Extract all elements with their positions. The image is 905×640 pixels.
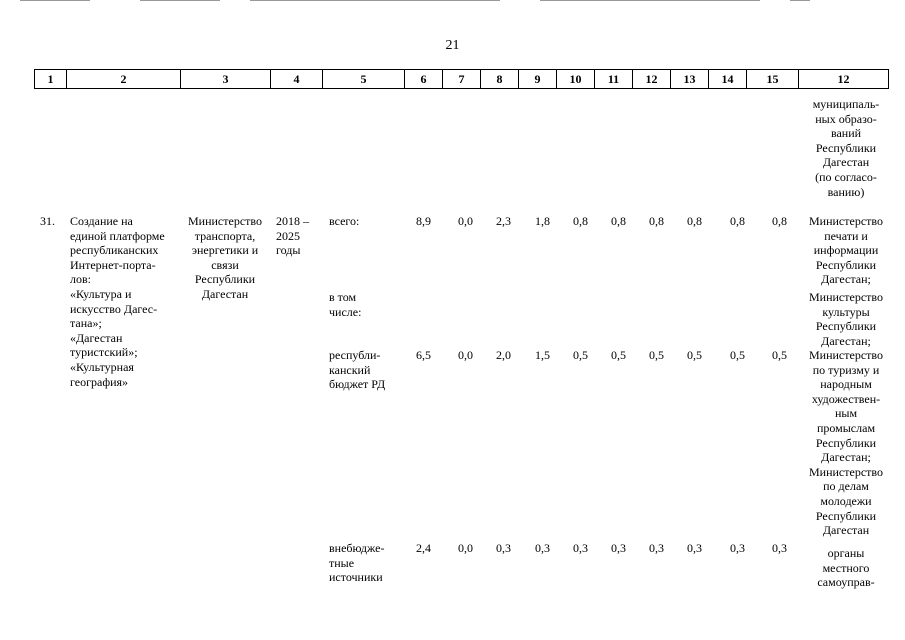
- header-cell: 11: [595, 70, 633, 88]
- value-cell: 0,5: [772, 348, 787, 362]
- value-cell: 0,3: [535, 541, 550, 555]
- value-cell: 0,5: [687, 348, 702, 362]
- value-cell: 0,5: [649, 348, 664, 362]
- scan-edge-line: [140, 0, 220, 1]
- value-cell: 0,8: [687, 214, 702, 228]
- scan-edge-line: [20, 0, 90, 1]
- header-cell: 7: [443, 70, 481, 88]
- value-cell: 2,0: [496, 348, 511, 362]
- header-cell: 5: [323, 70, 405, 88]
- value-cell: 0,0: [458, 541, 473, 555]
- continued-partners-cell: муниципаль- ных образо- ваний Республики Дагестан (по согласо- ванию): [812, 97, 880, 199]
- header-cell: 9: [519, 70, 557, 88]
- value-cell: 8,9: [416, 214, 431, 228]
- value-cell: 1,5: [535, 348, 550, 362]
- value-cell: 0,5: [730, 348, 745, 362]
- value-cell: 0,0: [458, 348, 473, 362]
- value-cell: 0,0: [458, 214, 473, 228]
- table-header-row: [34, 69, 889, 89]
- value-cell: 1,8: [535, 214, 550, 228]
- period: 2018 – 2025 годы: [276, 214, 309, 258]
- value-cell: 0,3: [573, 541, 588, 555]
- header-cell: 4: [271, 70, 323, 88]
- value-cell: 0,3: [730, 541, 745, 555]
- scan-edge-line: [250, 0, 500, 1]
- header-cell: 2: [67, 70, 181, 88]
- header-cell: 14: [709, 70, 747, 88]
- value-cell: 2,3: [496, 214, 511, 228]
- partners-cell: Министерство по туризму и народным художествен- ным промыслам Республики Дагестан; Министерство по делам молодежи Республики Дагестан: [809, 348, 883, 538]
- value-cell: 0,8: [611, 214, 626, 228]
- partners-cell: Министерство культуры Республики Дагестан;: [809, 290, 883, 348]
- funding-total-label: всего:: [329, 214, 360, 228]
- header-cell: 8: [481, 70, 519, 88]
- value-cell: 0,8: [772, 214, 787, 228]
- measure-name: Создание на единой платформе республиканских Интернет-порта- лов: «Культура и искусство Дагес- тана»; «Дагестан туристский»; «Культурная география»: [70, 214, 165, 389]
- scan-edge-line: [790, 0, 810, 1]
- header-cell: 15: [747, 70, 799, 88]
- scan-edge-line: [540, 0, 760, 1]
- header-cell: 1: [35, 70, 67, 88]
- header-cell: 10: [557, 70, 595, 88]
- value-cell: 0,5: [573, 348, 588, 362]
- value-cell: 0,8: [730, 214, 745, 228]
- value-cell: 0,3: [687, 541, 702, 555]
- funding-republic-label: республи- канский бюджет РД: [329, 348, 386, 392]
- value-cell: 0,8: [573, 214, 588, 228]
- header-cell: 12: [633, 70, 671, 88]
- partners-cell: Министерство печати и информации Республики Дагестан;: [809, 214, 883, 287]
- funding-extra-label: внебюдже- тные источники: [329, 541, 385, 585]
- value-cell: 0,3: [496, 541, 511, 555]
- partners-cell: органы местного самоуправ-: [817, 546, 875, 590]
- value-cell: 0,8: [649, 214, 664, 228]
- value-cell: 2,4: [416, 541, 431, 555]
- executor: Министерство транспорта, энергетики и связи Республики Дагестан: [188, 214, 262, 301]
- value-cell: 0,3: [611, 541, 626, 555]
- value-cell: 0,3: [649, 541, 664, 555]
- row-number: 31.: [40, 214, 55, 228]
- value-cell: 0,3: [772, 541, 787, 555]
- header-cell: 6: [405, 70, 443, 88]
- funding-including-label: в том числе:: [329, 290, 362, 319]
- header-cell: 12: [837, 72, 850, 86]
- value-cell: 0,5: [611, 348, 626, 362]
- header-cell: 13: [671, 70, 709, 88]
- header-cell: 3: [181, 70, 271, 88]
- page-number: 21: [445, 38, 460, 53]
- value-cell: 6,5: [416, 348, 431, 362]
